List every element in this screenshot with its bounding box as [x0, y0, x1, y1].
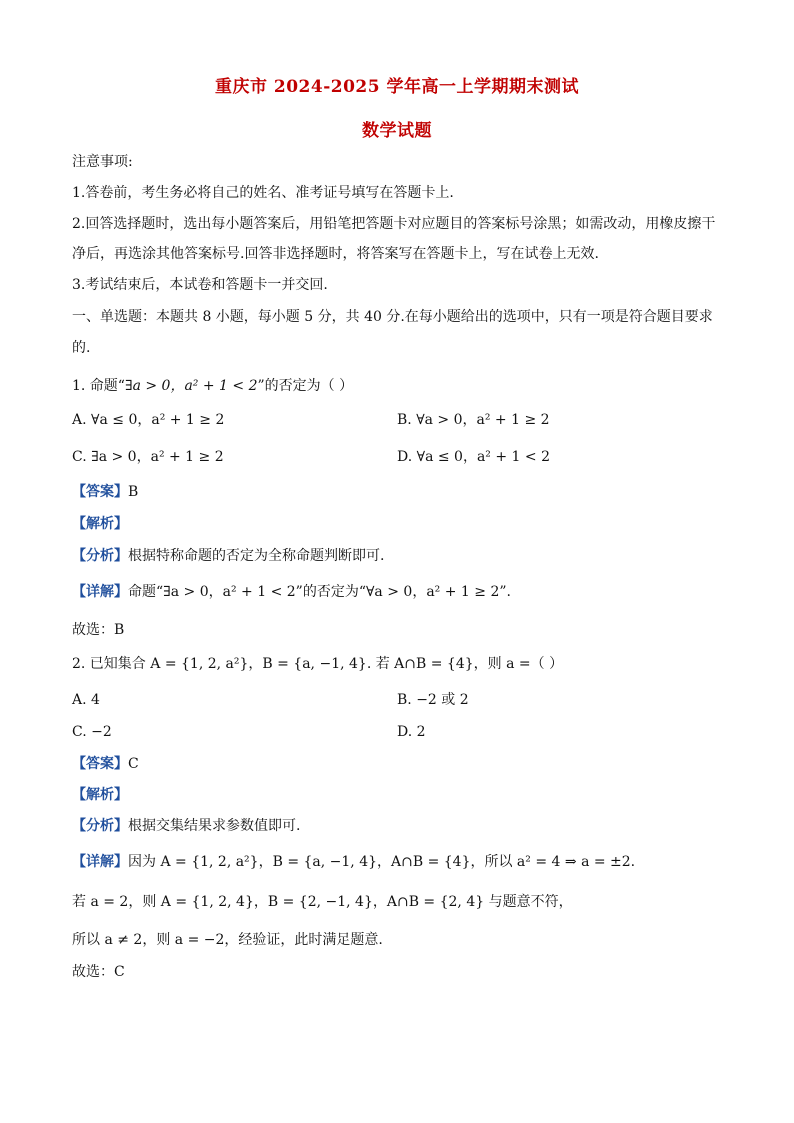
- q2-option-a: A. 4: [72, 692, 100, 708]
- q1-xiangjie: [72, 582, 732, 602]
- q2-fenxi-tag: 【分析】: [72, 818, 128, 834]
- q2-analysis-tag: 【解析】: [72, 787, 128, 803]
- q2-verify-line: 所以 a ≠ 2，则 a = −2，经验证，此时满足题意.: [72, 932, 383, 948]
- q1-fenxi-text: 根据特称命题的否定为全称命题判断即可.: [128, 548, 385, 564]
- q1-xiangjie-text: 命题“∃a > 0，a² + 1 < 2”的否定为“∀a > 0，a² + 1 ≥ 2”.: [128, 584, 511, 600]
- notice-heading: 注意事项:: [72, 154, 133, 170]
- q1-option-b: B. ∀a > 0，a² + 1 ≥ 2: [397, 412, 550, 428]
- document-title: 重庆市 2024-2025 学年高一上学期期末测试: [214, 77, 580, 97]
- q1-stem-math: ∃a > 0，a² + 1 < 2: [124, 378, 258, 394]
- section-heading-line-2: 的.: [72, 340, 91, 356]
- section-heading-line-1: 一、单选题：本题共 8 小题，每小题 5 分，共 40 分.在每小题给出的选项中，只有一项是符合题目要求: [72, 309, 713, 325]
- q1-answer-value: B: [128, 484, 139, 500]
- q1-option-d: D. ∀a ≤ 0，a² + 1 < 2: [397, 449, 550, 465]
- q2-option-b: B. −2 或 2: [397, 692, 469, 708]
- q1-stem-suffix: ”的否定为（ ）: [257, 378, 354, 394]
- q1-analysis-heading: [72, 514, 732, 534]
- q1-conclusion: 故选：B: [72, 622, 125, 638]
- document-subtitle: 数学试题: [362, 121, 432, 141]
- q1-xiangjie-tag: 【详解】: [72, 584, 128, 600]
- q2-fenxi: [72, 816, 732, 836]
- q2-conclusion: 故选：C: [72, 964, 125, 980]
- q1-answer: [72, 482, 732, 502]
- q2-option-c: C. −2: [72, 724, 112, 740]
- q2-analysis-heading: [72, 785, 732, 805]
- q1-fenxi: [72, 546, 732, 566]
- q2-fenxi-text: 根据交集结果求参数值即可.: [128, 818, 301, 834]
- q1-stem-prefix: 1. 命题“: [72, 378, 125, 394]
- q2-xiangjie: [72, 852, 732, 872]
- q2-case-line: 若 a = 2，则 A = {1, 2, 4}，B = {2, −1, 4}，A∩B = {2, 4} 与题意不符，: [72, 894, 573, 910]
- q2-option-d: D. 2: [397, 724, 426, 740]
- q1-option-c: C. ∃a > 0，a² + 1 ≥ 2: [72, 449, 224, 465]
- q1-analysis-tag: 【解析】: [72, 516, 128, 532]
- q2-stem: 2. 已知集合 A = {1, 2, a²}，B = {a, −1, 4}. 若 A∩B = {4}，则 a =（ ）: [72, 656, 564, 672]
- q1-fenxi-tag: 【分析】: [72, 548, 128, 564]
- notice-item-3: 3.考试结束后，本试卷和答题卡一并交回.: [72, 277, 328, 293]
- notice-item-2-line-1: 2.回答选择题时，选出每小题答案后，用铅笔把答题卡对应题目的答案标号涂黑；如需改动，用橡皮擦干: [72, 216, 716, 232]
- notice-item-2-line-2: 净后，再选涂其他答案标号.回答非选择题时，将答案写在答题卡上，写在试卷上无效.: [72, 246, 599, 262]
- q1-option-a: A. ∀a ≤ 0，a² + 1 ≥ 2: [72, 412, 225, 428]
- q1-answer-tag: 【答案】: [72, 484, 128, 500]
- notice-item-1: 1.答卷前，考生务必将自己的姓名、准考证号填写在答题卡上.: [72, 185, 454, 201]
- q2-xiangjie-text: 因为 A = {1, 2, a²}，B = {a, −1, 4}，A∩B = {4}，所以 a² = 4 ⇒ a = ±2.: [128, 854, 636, 870]
- q2-answer: [72, 754, 732, 774]
- q2-answer-value: C: [128, 756, 139, 772]
- q2-xiangjie-tag: 【详解】: [72, 854, 128, 870]
- q2-answer-tag: 【答案】: [72, 756, 128, 772]
- q1-stem: [72, 376, 732, 396]
